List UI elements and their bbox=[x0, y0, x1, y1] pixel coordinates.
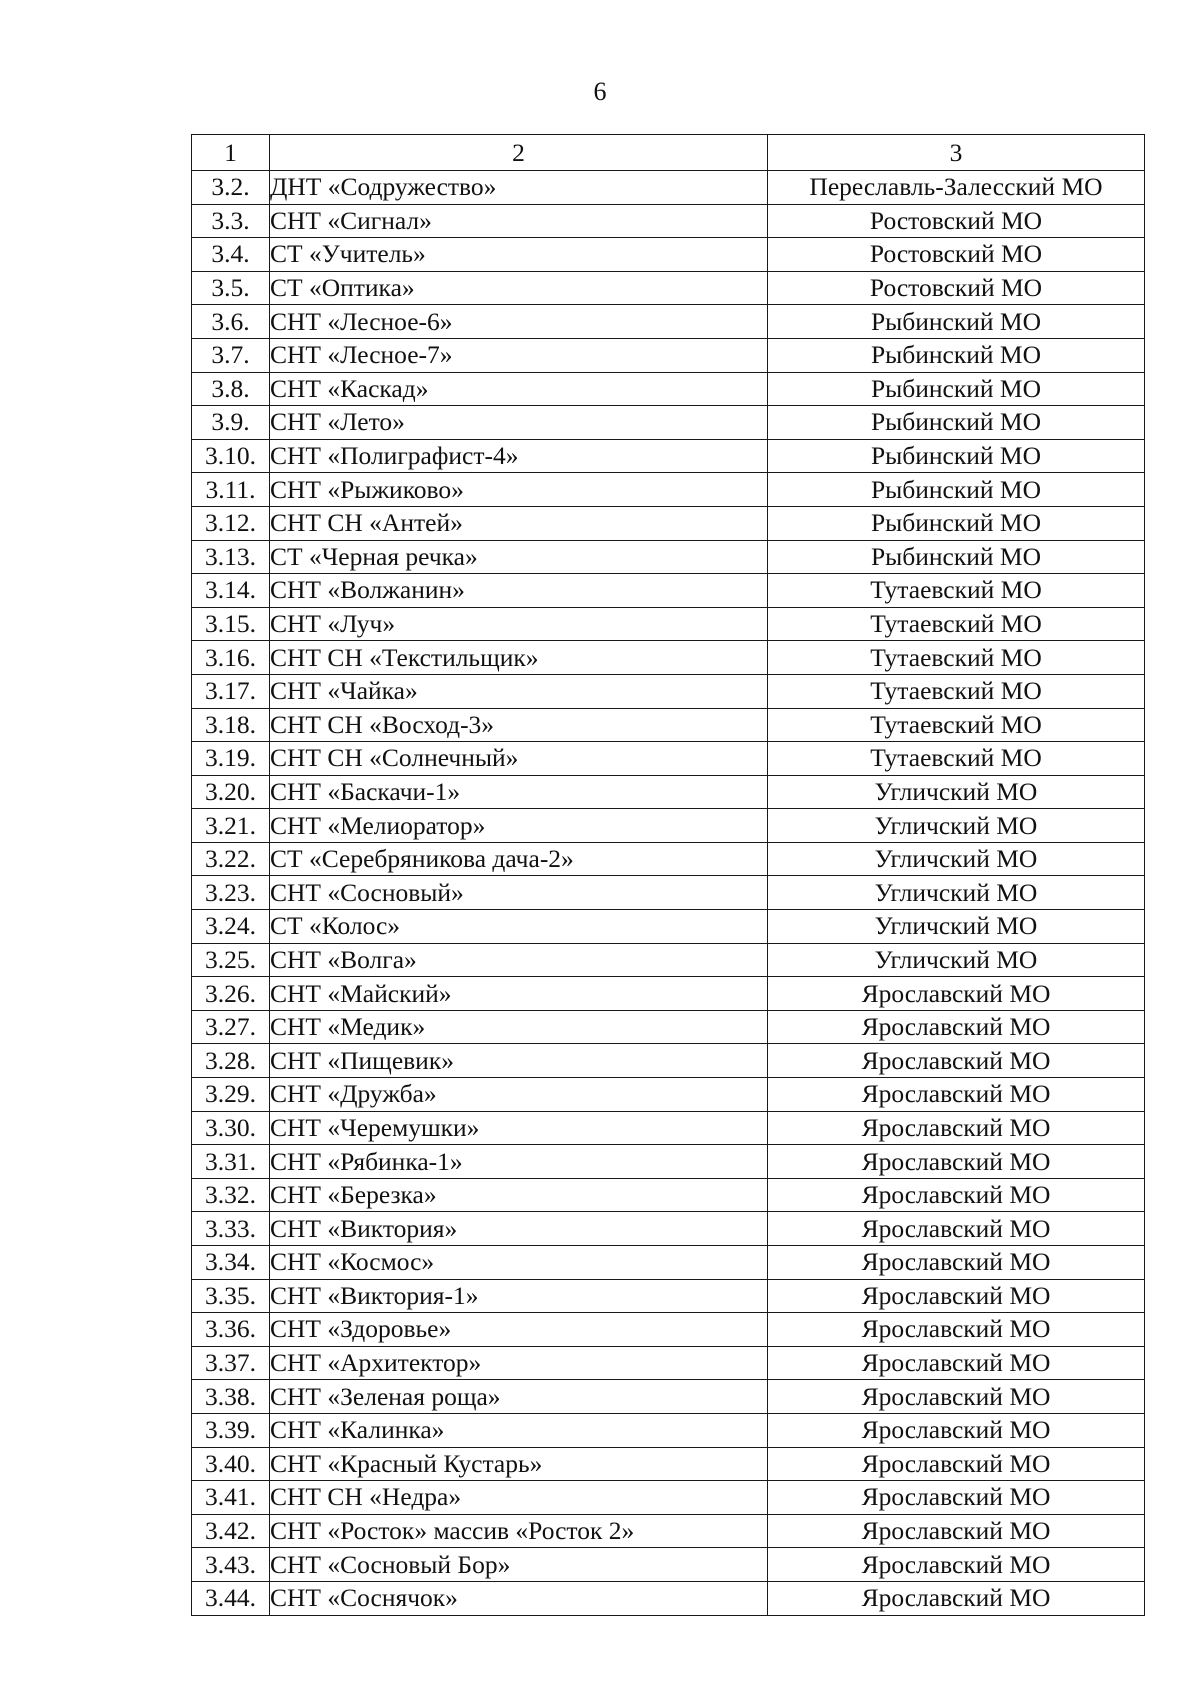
municipality: Рыбинский МО bbox=[768, 439, 1145, 473]
row-number: 3.8. bbox=[192, 372, 270, 406]
table-row bbox=[192, 439, 1145, 473]
municipality: Тутаевский МО bbox=[768, 742, 1145, 776]
municipality: Угличский МО bbox=[768, 943, 1145, 977]
table-row bbox=[192, 943, 1145, 977]
table-row bbox=[192, 1447, 1145, 1481]
municipality: Тутаевский МО bbox=[768, 574, 1145, 608]
organization-name: СНТ «Здоровье» bbox=[270, 1313, 768, 1347]
organization-name: СНТ «Березка» bbox=[270, 1178, 768, 1212]
organization-name: СНТ «Луч» bbox=[270, 607, 768, 641]
table-row bbox=[192, 1581, 1145, 1615]
row-number: 3.44. bbox=[192, 1581, 270, 1615]
municipality: Тутаевский МО bbox=[768, 641, 1145, 675]
table-row bbox=[192, 238, 1145, 272]
municipality: Рыбинский МО bbox=[768, 406, 1145, 440]
municipality: Рыбинский МО bbox=[768, 473, 1145, 507]
table-row bbox=[192, 607, 1145, 641]
municipality: Ярославский МО bbox=[768, 1044, 1145, 1078]
row-number: 3.34. bbox=[192, 1246, 270, 1280]
organization-name: СНТ «Виктория-1» bbox=[270, 1279, 768, 1313]
row-number: 3.25. bbox=[192, 943, 270, 977]
municipality: Рыбинский МО bbox=[768, 338, 1145, 372]
table-row bbox=[192, 540, 1145, 574]
municipality: Ростовский МО bbox=[768, 204, 1145, 238]
organization-name: СНТ «Баскачи-1» bbox=[270, 775, 768, 809]
row-number: 3.11. bbox=[192, 473, 270, 507]
municipality: Ярославский МО bbox=[768, 1212, 1145, 1246]
row-number: 3.3. bbox=[192, 204, 270, 238]
municipality: Угличский МО bbox=[768, 809, 1145, 843]
municipality: Ярославский МО bbox=[768, 1010, 1145, 1044]
table-row bbox=[192, 674, 1145, 708]
organization-name: СНТ «Космос» bbox=[270, 1246, 768, 1280]
table-row bbox=[192, 506, 1145, 540]
organization-name: СНТ «Архитектор» bbox=[270, 1346, 768, 1380]
organization-name: СНТ «Росток» массив «Росток 2» bbox=[270, 1514, 768, 1548]
row-number: 3.17. bbox=[192, 674, 270, 708]
organization-name: СНТ «Волга» bbox=[270, 943, 768, 977]
organization-name: СНТ СН «Недра» bbox=[270, 1481, 768, 1515]
table-row bbox=[192, 406, 1145, 440]
row-number: 3.28. bbox=[192, 1044, 270, 1078]
organization-name: СНТ «Майский» bbox=[270, 977, 768, 1011]
municipality: Ярославский МО bbox=[768, 977, 1145, 1011]
municipality: Рыбинский МО bbox=[768, 506, 1145, 540]
municipality: Угличский МО bbox=[768, 775, 1145, 809]
table-row bbox=[192, 1010, 1145, 1044]
organization-name: СНТ «Лето» bbox=[270, 406, 768, 440]
municipality: Рыбинский МО bbox=[768, 372, 1145, 406]
organization-name: СНТ «Медик» bbox=[270, 1010, 768, 1044]
table-row bbox=[192, 1212, 1145, 1246]
organization-name: СНТ «Красный Кустарь» bbox=[270, 1447, 768, 1481]
table-row bbox=[192, 809, 1145, 843]
column-header-number: 1 bbox=[192, 135, 270, 171]
column-header-name: 2 bbox=[270, 135, 768, 171]
column-header-municipality: 3 bbox=[768, 135, 1145, 171]
table-row bbox=[192, 473, 1145, 507]
table-row bbox=[192, 842, 1145, 876]
municipality: Ярославский МО bbox=[768, 1246, 1145, 1280]
table-row bbox=[192, 171, 1145, 205]
table-body bbox=[192, 171, 1145, 1616]
municipality: Тутаевский МО bbox=[768, 607, 1145, 641]
row-number: 3.23. bbox=[192, 876, 270, 910]
row-number: 3.16. bbox=[192, 641, 270, 675]
municipality: Ярославский МО bbox=[768, 1481, 1145, 1515]
row-number: 3.27. bbox=[192, 1010, 270, 1044]
organization-name: СНТ СН «Солнечный» bbox=[270, 742, 768, 776]
organization-name: СНТ «Полиграфист-4» bbox=[270, 439, 768, 473]
municipality: Ярославский МО bbox=[768, 1514, 1145, 1548]
municipality: Ярославский МО bbox=[768, 1548, 1145, 1582]
organization-name: СНТ СН «Текстильщик» bbox=[270, 641, 768, 675]
row-number: 3.15. bbox=[192, 607, 270, 641]
municipality: Угличский МО bbox=[768, 842, 1145, 876]
municipality: Ярославский МО bbox=[768, 1447, 1145, 1481]
row-number: 3.14. bbox=[192, 574, 270, 608]
table-row bbox=[192, 271, 1145, 305]
municipality: Ярославский МО bbox=[768, 1111, 1145, 1145]
table-row bbox=[192, 372, 1145, 406]
municipality: Ярославский МО bbox=[768, 1346, 1145, 1380]
municipality: Ярославский МО bbox=[768, 1313, 1145, 1347]
row-number: 3.2. bbox=[192, 171, 270, 205]
row-number: 3.32. bbox=[192, 1178, 270, 1212]
table-row bbox=[192, 1246, 1145, 1280]
municipality: Угличский МО bbox=[768, 910, 1145, 944]
row-number: 3.33. bbox=[192, 1212, 270, 1246]
table-row bbox=[192, 708, 1145, 742]
organization-name: СТ «Учитель» bbox=[270, 238, 768, 272]
organization-name: СНТ «Рябинка-1» bbox=[270, 1145, 768, 1179]
organization-name: СНТ «Виктория» bbox=[270, 1212, 768, 1246]
table-row bbox=[192, 1346, 1145, 1380]
municipality: Переславль-Залесский МО bbox=[768, 171, 1145, 205]
organization-name: СНТ «Мелиоратор» bbox=[270, 809, 768, 843]
row-number: 3.40. bbox=[192, 1447, 270, 1481]
row-number: 3.21. bbox=[192, 809, 270, 843]
table-header-row bbox=[192, 135, 1145, 171]
row-number: 3.19. bbox=[192, 742, 270, 776]
row-number: 3.35. bbox=[192, 1279, 270, 1313]
organization-name: СТ «Оптика» bbox=[270, 271, 768, 305]
organization-name: СНТ «Рыжиково» bbox=[270, 473, 768, 507]
table-row bbox=[192, 338, 1145, 372]
row-number: 3.6. bbox=[192, 305, 270, 339]
municipality: Ярославский МО bbox=[768, 1178, 1145, 1212]
row-number: 3.42. bbox=[192, 1514, 270, 1548]
municipality: Ярославский МО bbox=[768, 1078, 1145, 1112]
table-row bbox=[192, 742, 1145, 776]
organization-name: СНТ «Лесное-7» bbox=[270, 338, 768, 372]
organization-name: СНТ «Каскад» bbox=[270, 372, 768, 406]
organization-name: СТ «Колос» bbox=[270, 910, 768, 944]
organization-name: СНТ «Чайка» bbox=[270, 674, 768, 708]
registry-table bbox=[191, 134, 1145, 1616]
row-number: 3.31. bbox=[192, 1145, 270, 1179]
row-number: 3.29. bbox=[192, 1078, 270, 1112]
municipality: Угличский МО bbox=[768, 876, 1145, 910]
organization-name: СНТ «Черемушки» bbox=[270, 1111, 768, 1145]
table-row bbox=[192, 305, 1145, 339]
row-number: 3.41. bbox=[192, 1481, 270, 1515]
table-row bbox=[192, 1413, 1145, 1447]
row-number: 3.36. bbox=[192, 1313, 270, 1347]
municipality: Ярославский МО bbox=[768, 1279, 1145, 1313]
organization-name: СНТ «Сосновый» bbox=[270, 876, 768, 910]
organization-name: СНТ «Соснячок» bbox=[270, 1581, 768, 1615]
row-number: 3.39. bbox=[192, 1413, 270, 1447]
table-row bbox=[192, 1145, 1145, 1179]
row-number: 3.9. bbox=[192, 406, 270, 440]
organization-name: СНТ СН «Антей» bbox=[270, 506, 768, 540]
table-row bbox=[192, 574, 1145, 608]
row-number: 3.10. bbox=[192, 439, 270, 473]
table-row bbox=[192, 1178, 1145, 1212]
row-number: 3.38. bbox=[192, 1380, 270, 1414]
row-number: 3.4. bbox=[192, 238, 270, 272]
municipality: Ярославский МО bbox=[768, 1145, 1145, 1179]
municipality: Рыбинский МО bbox=[768, 305, 1145, 339]
table-row bbox=[192, 1548, 1145, 1582]
table-row bbox=[192, 775, 1145, 809]
table-row bbox=[192, 1481, 1145, 1515]
organization-name: СНТ СН «Восход-3» bbox=[270, 708, 768, 742]
row-number: 3.12. bbox=[192, 506, 270, 540]
table-row bbox=[192, 977, 1145, 1011]
municipality: Ярославский МО bbox=[768, 1413, 1145, 1447]
row-number: 3.22. bbox=[192, 842, 270, 876]
organization-name: СТ «Серебряникова дача-2» bbox=[270, 842, 768, 876]
municipality: Ростовский МО bbox=[768, 238, 1145, 272]
municipality: Ярославский МО bbox=[768, 1380, 1145, 1414]
organization-name: СНТ «Сигнал» bbox=[270, 204, 768, 238]
row-number: 3.18. bbox=[192, 708, 270, 742]
table-row bbox=[192, 641, 1145, 675]
organization-name: СНТ «Зеленая роща» bbox=[270, 1380, 768, 1414]
municipality: Рыбинский МО bbox=[768, 540, 1145, 574]
organization-name: СНТ «Дружба» bbox=[270, 1078, 768, 1112]
row-number: 3.37. bbox=[192, 1346, 270, 1380]
organization-name: СНТ «Лесное-6» bbox=[270, 305, 768, 339]
table-row bbox=[192, 1111, 1145, 1145]
table-row bbox=[192, 910, 1145, 944]
page-number: 6 bbox=[593, 77, 607, 106]
organization-name: СТ «Черная речка» bbox=[270, 540, 768, 574]
row-number: 3.26. bbox=[192, 977, 270, 1011]
table-row bbox=[192, 1044, 1145, 1078]
organization-name: СНТ «Сосновый Бор» bbox=[270, 1548, 768, 1582]
table-row bbox=[192, 1313, 1145, 1347]
row-number: 3.5. bbox=[192, 271, 270, 305]
row-number: 3.43. bbox=[192, 1548, 270, 1582]
municipality: Ярославский МО bbox=[768, 1581, 1145, 1615]
organization-name: СНТ «Калинка» bbox=[270, 1413, 768, 1447]
row-number: 3.24. bbox=[192, 910, 270, 944]
row-number: 3.13. bbox=[192, 540, 270, 574]
table-row bbox=[192, 1279, 1145, 1313]
municipality: Тутаевский МО bbox=[768, 674, 1145, 708]
municipality: Тутаевский МО bbox=[768, 708, 1145, 742]
organization-name: СНТ «Пищевик» bbox=[270, 1044, 768, 1078]
table-row bbox=[192, 876, 1145, 910]
table-row bbox=[192, 1514, 1145, 1548]
municipality: Ростовский МО bbox=[768, 271, 1145, 305]
table-row bbox=[192, 1380, 1145, 1414]
table-row bbox=[192, 204, 1145, 238]
table-row bbox=[192, 1078, 1145, 1112]
row-number: 3.20. bbox=[192, 775, 270, 809]
row-number: 3.7. bbox=[192, 338, 270, 372]
organization-name: ДНТ «Содружество» bbox=[270, 171, 768, 205]
row-number: 3.30. bbox=[192, 1111, 270, 1145]
organization-name: СНТ «Волжанин» bbox=[270, 574, 768, 608]
